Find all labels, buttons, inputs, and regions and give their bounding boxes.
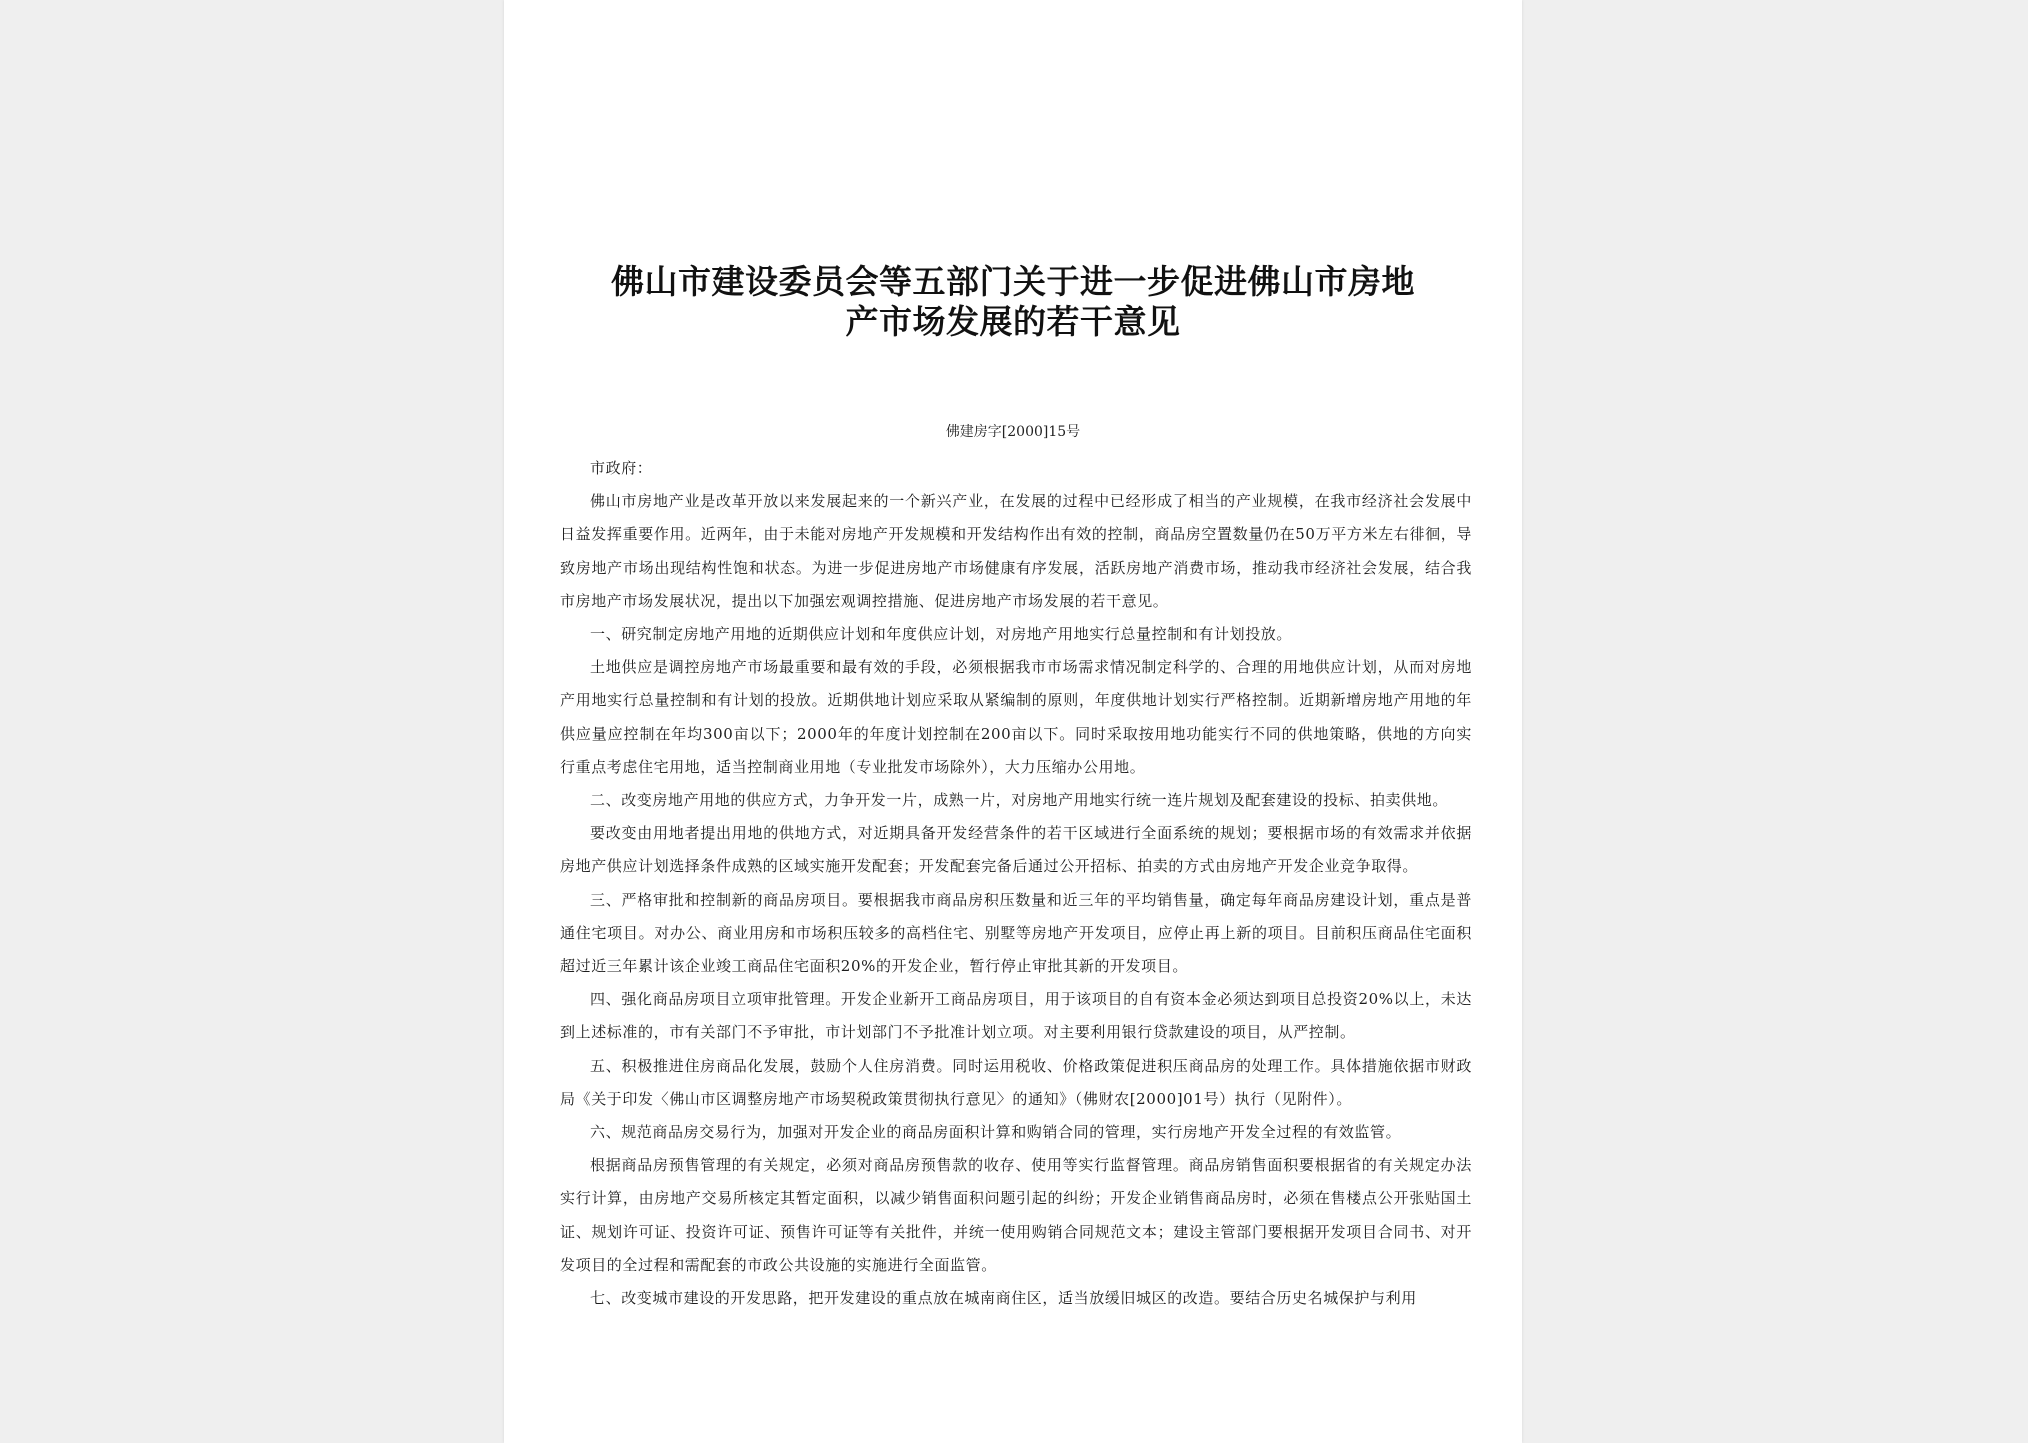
document-page <box>504 0 1522 1443</box>
paragraph: 二、改变房地产用地的供应方式，力争开发一片，成熟一片，对房地产用地实行统一连片规划及配套建设的投标、拍卖供地。 <box>590 791 1449 810</box>
paragraph: 佛山市房地产业是改革开放以来发展起来的一个新兴产业，在发展的过程中已经形成了相当的产业规模，在我市经济社会发展中日益发挥重要作用。近两年，由于未能对房地产开发规模和开发结构作出有效的控制，商品房空置数量仍在50万平方米左右徘徊，导致房地产市场出现结构性饱和状态。为进一步促进房地产市场健康有序发展，活跃房地产消费市场，推动我市经济社会发展，结合我市房地产市场发展状况，提出以下加强宏观调控措施、促进房地产市场发展的若干意见。 <box>560 492 1472 610</box>
paragraph: 四、强化商品房项目立项审批管理。开发企业新开工商品房项目，用于该项目的自有资本金必须达到项目总投资20%以上，未达到上述标准的，市有关部门不予审批，市计划部门不予批准计划立项。对主要利用银行贷款建设的项目，从严控制。 <box>560 990 1472 1042</box>
paragraph: 五、积极推进住房商品化发展，鼓励个人住房消费。同时运用税收、价格政策促进积压商品房的处理工作。具体措施依据市财政局《关于印发〈佛山市区调整房地产市场契税政策贯彻执行意见〉的通知》（佛财农[2000]01号）执行（见附件）。 <box>560 1056 1472 1108</box>
paragraph: 根据商品房预售管理的有关规定，必须对商品房预售款的收存、使用等实行监督管理。商品房销售面积要根据省的有关规定办法实行计算，由房地产交易所核定其暂定面积，以减少销售面积问题引起的纠纷；开发企业销售商品房时，必须在售楼点公开张贴国土证、规划许可证、投资许可证、预售许可证等有关批件，并统一使用购销合同规范文本；建设主管部门要根据开发项目合同书、对开发项目的全过程和需配套的市政公共设施的实施进行全面监管。 <box>560 1156 1472 1274</box>
paragraph: 土地供应是调控房地产市场最重要和最有效的手段，必须根据我市市场需求情况制定科学的、合理的用地供应计划，从而对房地产用地实行总量控制和有计划的投放。近期供地计划应采取从紧编制的原则，年度供地计划实行严格控制。近期新增房地产用地的年供应量应控制在年均300亩以下；2000年的年度计划控制在200亩以下。同时采取按用地功能实行不同的供地策略，供地的方向实行重点考虑住宅用地，适当控制商业用地（专业批发市场除外），大力压缩办公用地。 <box>560 658 1472 776</box>
salutation: 市政府： <box>590 459 653 477</box>
paragraph: 要改变由用地者提出用地的供地方式，对近期具备开发经营条件的若干区域进行全面系统的规划；要根据市场的有效需求并依据房地产供应计划选择条件成熟的区域实施开发配套；开发配套完备后通过公开招标、拍卖的方式由房地产开发企业竞争取得。 <box>560 824 1472 876</box>
paragraph: 三、严格审批和控制新的商品房项目。要根据我市商品房积压数量和近三年的平均销售量，确定每年商品房建设计划，重点是普通住宅项目。对办公、商业用房和市场积压较多的高档住宅、别墅等房地产开发项目，应停止再上新的项目。目前积压商品住宅面积超过近三年累计该企业竣工商品住宅面积20%的开发企业，暂行停止审批其新的开发项目。 <box>560 890 1472 976</box>
paragraph: 六、规范商品房交易行为，加强对开发企业的商品房面积计算和购销合同的管理，实行房地产开发全过程的有效监管。 <box>590 1123 1402 1142</box>
document-body <box>560 452 1472 1315</box>
paragraph: 七、改变城市建设的开发思路，把开发建设的重点放在城南商住区，适当放缓旧城区的改造。要结合历史名城保护与利用 <box>590 1289 1417 1308</box>
document-title: 佛山市建设委员会等五部门关于进一步促进佛山市房地产市场发展的若干意见 <box>611 262 1415 341</box>
paragraph: 一、研究制定房地产用地的近期供应计划和年度供应计划，对房地产用地实行总量控制和有计划投放。 <box>590 625 1293 644</box>
document-number: 佛建房字[2000]15号 <box>945 424 1081 440</box>
